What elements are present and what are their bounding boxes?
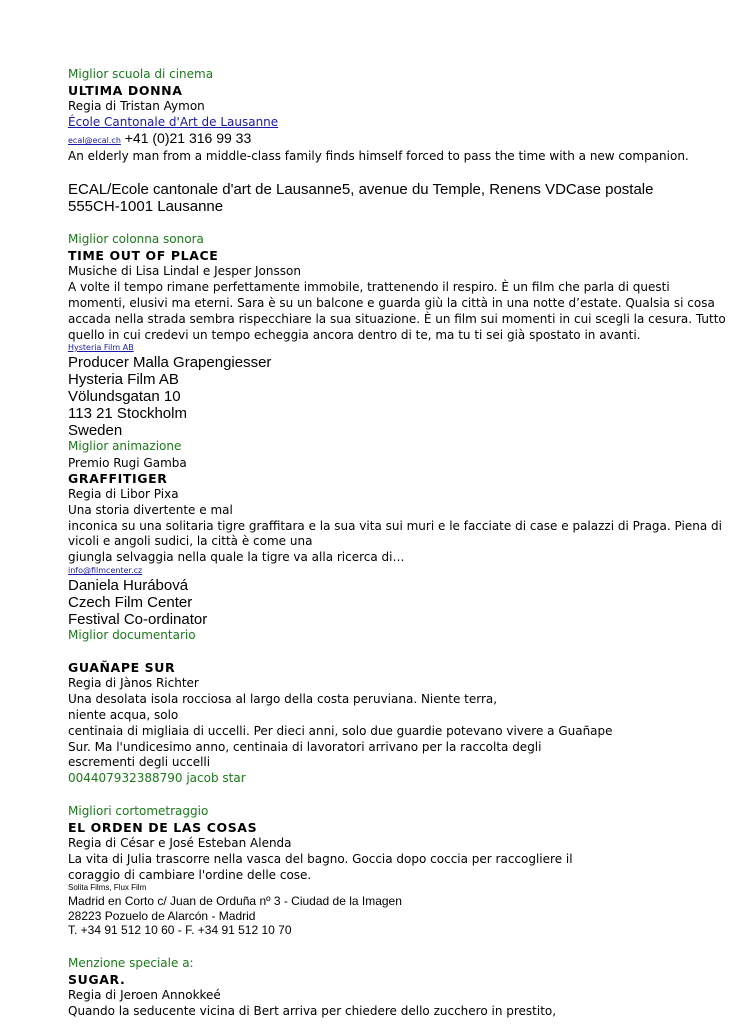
contact-line: 113 21 Stockholm: [68, 405, 187, 422]
contact-line: Daniela Hurábová: [68, 577, 189, 594]
director-line: Regia di César e José Esteban Alenda: [68, 836, 292, 850]
synopsis-line: niente acqua, solo: [68, 708, 179, 722]
synopsis-line: A volte il tempo rimane perfettamente immobile, trattenendo il respiro. È un film che parla di questi: [68, 280, 670, 294]
film-title: EL ORDEN DE LAS COSAS: [68, 820, 258, 835]
companies-line: Solita Films, Flux Film: [68, 883, 147, 892]
contact-line: 28223 Pozuelo de Alarcón - Madrid: [68, 909, 256, 923]
synopsis-line: Sur. Ma l'undicesimo anno, centinaia di lavoratori arrivano per la raccolta degli: [68, 740, 542, 754]
category-heading: Menzione speciale a:: [68, 956, 194, 970]
film-title: SUGAR.: [68, 972, 126, 987]
film-title: TIME OUT OF PLACE: [68, 248, 219, 263]
contact-line: [68, 131, 251, 147]
synopsis-line: coraggio di cambiare l'ordine delle cose.: [68, 868, 312, 882]
category-heading: Miglior colonna sonora: [68, 232, 204, 246]
phone-number: +41 (0)21 316 99 33: [124, 130, 252, 146]
director-line: Regia di Jeroen Annokkeé: [68, 988, 221, 1002]
synopsis-line: momenti, elusivi ma eterni. Sara è su un balcone e guarda giù la città in una notte d’estate. Qualsia si cosa: [68, 296, 715, 310]
contact-line: Czech Film Center: [68, 594, 193, 611]
synopsis-line: La vita di Julia trascorre nella vasca del bagno. Goccia dopo coccia per raccogliere il: [68, 852, 573, 866]
film-title: GRAFFITIGER: [68, 471, 168, 486]
email-link[interactable]: info@filmcenter.cz: [68, 566, 143, 575]
synopsis-line: escrementi degli uccelli: [68, 755, 211, 769]
synopsis: An elderly man from a middle-class family finds himself forced to pass the time with a new companion.: [68, 149, 689, 163]
synopsis-line: inconica su una solitaria tigre graffitara e la sua vita sui muri e le facciate di case e palazzi di Praga. Piena di: [68, 519, 722, 533]
school-link[interactable]: École Cantonale d'Art de Lausanne: [68, 115, 279, 129]
synopsis-line: accada nella strada sembra rispecchiare la sua situazione. È un film sui momenti in cui scegli la cesura. Tutto: [68, 312, 726, 326]
synopsis-line: centinaia di migliaia di uccelli. Per dieci anni, solo due guardie potevano vivere a Guañape: [68, 724, 613, 738]
address-line: ECAL/Ecole cantonale d'art de Lausanne5, avenue du Temple, Renens VDCase postale: [68, 181, 654, 198]
film-title: GUAÑAPE SUR: [68, 660, 176, 675]
category-heading: Miglior animazione: [68, 439, 182, 453]
phone-contact: 004407932388790 jacob star: [68, 771, 246, 785]
synopsis-line: Una storia divertente e mal: [68, 503, 233, 517]
director-line: Regia di Tristan Aymon: [68, 99, 205, 113]
contact-line: Hysteria Film AB: [68, 371, 179, 388]
music-credit: Musiche di Lisa Lindal e Jesper Jonsson: [68, 264, 301, 278]
prize-line: Premio Rugi Gamba: [68, 456, 187, 470]
email-link[interactable]: ecal@ecal.ch: [68, 136, 121, 145]
address-line: 555CH-1001 Lausanne: [68, 198, 224, 215]
contact-line: Festival Co-ordinator: [68, 611, 208, 628]
synopsis: Quando la seducente vicina di Bert arriva per chiedere dello zucchero in prestito,: [68, 1004, 557, 1018]
contact-line: Völundsgatan 10: [68, 388, 181, 405]
contact-line: Producer Malla Grapengiesser: [68, 354, 272, 371]
category-heading: Miglior scuola di cinema: [68, 67, 214, 81]
contact-line: Sweden: [68, 422, 123, 439]
film-title: ULTIMA DONNA: [68, 83, 183, 98]
synopsis-line: quello in cui credevi un tempo echeggia ancora dentro di te, ma tu ti sei già spostato in avanti.: [68, 328, 641, 342]
synopsis-line: giungla selvaggia nella quale la tigre va alla ricerca di…: [68, 550, 405, 564]
contact-line: Madrid en Corto c/ Juan de Orduña nº 3 - Ciudad de la Imagen: [68, 894, 402, 908]
category-heading: Miglior documentario: [68, 628, 196, 642]
synopsis-line: vicoli e angoli sudici, la città è come una: [68, 534, 313, 548]
category-heading: Migliori cortometraggio: [68, 804, 209, 818]
company-link[interactable]: Hysteria Film AB: [68, 343, 134, 352]
director-line: Regia di Libor Pixa: [68, 487, 179, 501]
synopsis-line: Una desolata isola rocciosa al largo della costa peruviana. Niente terra,: [68, 692, 498, 706]
director-line: Regia di Jànos Richter: [68, 676, 199, 690]
contact-line: T. +34 91 512 10 60 - F. +34 91 512 10 70: [68, 923, 292, 937]
